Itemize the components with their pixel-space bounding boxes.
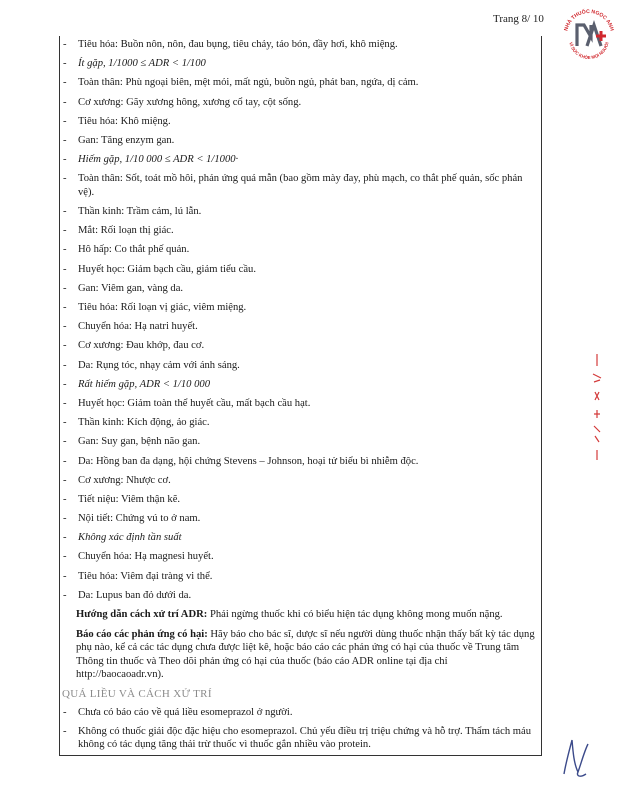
list-item: - Tiêu hóa: Khô miệng. xyxy=(63,115,171,127)
list-item: - Chuyển hóa: Hạ natri huyết. xyxy=(63,321,198,333)
list-item: - Da: Hồng ban đa dạng, hội chứng Stevens – Johnson, hoại tử biểu bì nhiễm độc. xyxy=(63,455,419,467)
list-item: - Thần kinh: Kích động, ảo giác. xyxy=(63,417,210,429)
frequency-heading: - Hiếm gặp, 1/10 000 ≤ ADR < 1/1000· xyxy=(63,154,239,166)
list-item: - Mắt: Rối loạn thị giác. xyxy=(63,225,174,237)
list-item: - Tiêu hóa: Rối loạn vị giác, viêm miệng. xyxy=(63,302,247,314)
margin-stamp-marks xyxy=(590,352,604,462)
list-item: - Huyết học: Giảm toàn thể huyết cầu, mất bạch cầu hạt. xyxy=(63,397,311,409)
list-item: - Gan: Viêm gan, vàng da. xyxy=(63,282,184,294)
adr-report-text: Hãy báo cho bác sĩ, dược sĩ nếu người dùng thuốc nhận thấy bất kỳ tác dụng phụ nào, kể cả các tác dụng chưa được liệt kê, hoặc báo cáo các phản ứng có hại của thuốc về Trung tâm Thông tin thuốc và Theo dõi phản ứng có hại của thuốc (báo cáo ADR online tại địa chỉ http://baocaoadr.vn). xyxy=(76,628,535,681)
svg-text:NHÀ THUỐC NGỌC ANH xyxy=(563,8,614,32)
list-item: - Toàn thân: Phù ngoại biên, mệt mỏi, mất ngủ, buồn ngủ, phát ban, ngứa, dị cảm. xyxy=(63,77,419,89)
frequency-heading: - Rất hiếm gặp, ADR < 1/10 000 xyxy=(63,378,211,390)
list-item: - Tiêu hóa: Buồn nôn, nôn, đau bụng, tiêu chảy, táo bón, đầy hơi, khô miệng. xyxy=(63,39,398,50)
list-item: - Chưa có báo cáo về quá liều esomeprazol ở người. xyxy=(63,706,293,718)
adr-report xyxy=(70,628,537,682)
pharmacy-logo xyxy=(560,6,618,64)
adr-guidance-label: Hướng dẫn cách xử trí ADR: xyxy=(76,609,208,621)
adr-guidance xyxy=(70,608,537,622)
logo-top-text: NHÀ THUỐC NGỌC ANH xyxy=(563,8,615,32)
list-item: - Nội tiết: Chứng vú to ở nam. xyxy=(63,513,201,525)
frequency-heading: - Không xác định tần suất xyxy=(63,532,182,544)
list-item: - Không có thuốc giải độc đặc hiệu cho esomeprazol. Chủ yếu điều trị triệu chứng và hỗ trợ. Thẩm tách máu không có tác dụng tăng thải trừ thuốc vì thuốc gắn nhiều vào protein. xyxy=(63,725,532,751)
page-number: Trang 8/ 10 xyxy=(493,13,544,25)
adr-guidance-text: Phải ngừng thuốc khi có biểu hiện tác dụng không mong muốn nặng. xyxy=(207,609,503,621)
list-item: - Da: Rụng tóc, nhạy cảm với ánh sáng. xyxy=(63,359,240,371)
logo-mark-icon xyxy=(577,25,606,46)
list-item: - Thần kinh: Trầm cảm, lú lẫn. xyxy=(63,206,202,218)
logo-bottom-text: VÌ SỨC KHỎE MỌI NGƯỜI xyxy=(568,41,610,61)
list-item: - Gan: Suy gan, bệnh não gan. xyxy=(63,436,201,448)
list-item: - Huyết học: Giảm bạch cầu, giảm tiểu cầu. xyxy=(63,263,256,275)
frequency-heading: - Ít gặp, 1/1000 ≤ ADR < 1/100 xyxy=(63,58,206,70)
list-item: - Cơ xương: Nhược cơ. xyxy=(63,474,171,486)
document-body xyxy=(62,38,537,758)
overdose-section-title: QUÁ LIỀU VÀ CÁCH XỬ TRÍ xyxy=(62,688,212,700)
list-item: - Da: Lupus ban đỏ dưới da. xyxy=(63,589,192,601)
list-item: - Gan: Tăng enzym gan. xyxy=(63,134,175,146)
list-item: - Cơ xương: Gãy xương hông, xương cổ tay, cột sống. xyxy=(63,96,302,108)
list-item: - Tiêu hóa: Viêm đại tràng vi thể. xyxy=(63,570,213,582)
list-item: - Hô hấp: Co thắt phế quản. xyxy=(63,244,190,256)
list-item: - Toàn thân: Sốt, toát mồ hôi, phản ứng quá mẫn (bao gồm mày đay, phù mạch, co thắt phế quản, sốc phản vệ). xyxy=(63,173,523,198)
list-item: - Cơ xương: Đau khớp, đau cơ. xyxy=(63,340,205,352)
list-item: - Chuyển hóa: Hạ magnesi huyết. xyxy=(63,551,214,563)
signature-icon xyxy=(556,734,596,784)
adr-report-label: Báo cáo các phản ứng có hại: xyxy=(76,628,208,640)
list-item: - Tiết niệu: Viêm thận kẽ. xyxy=(63,493,181,505)
